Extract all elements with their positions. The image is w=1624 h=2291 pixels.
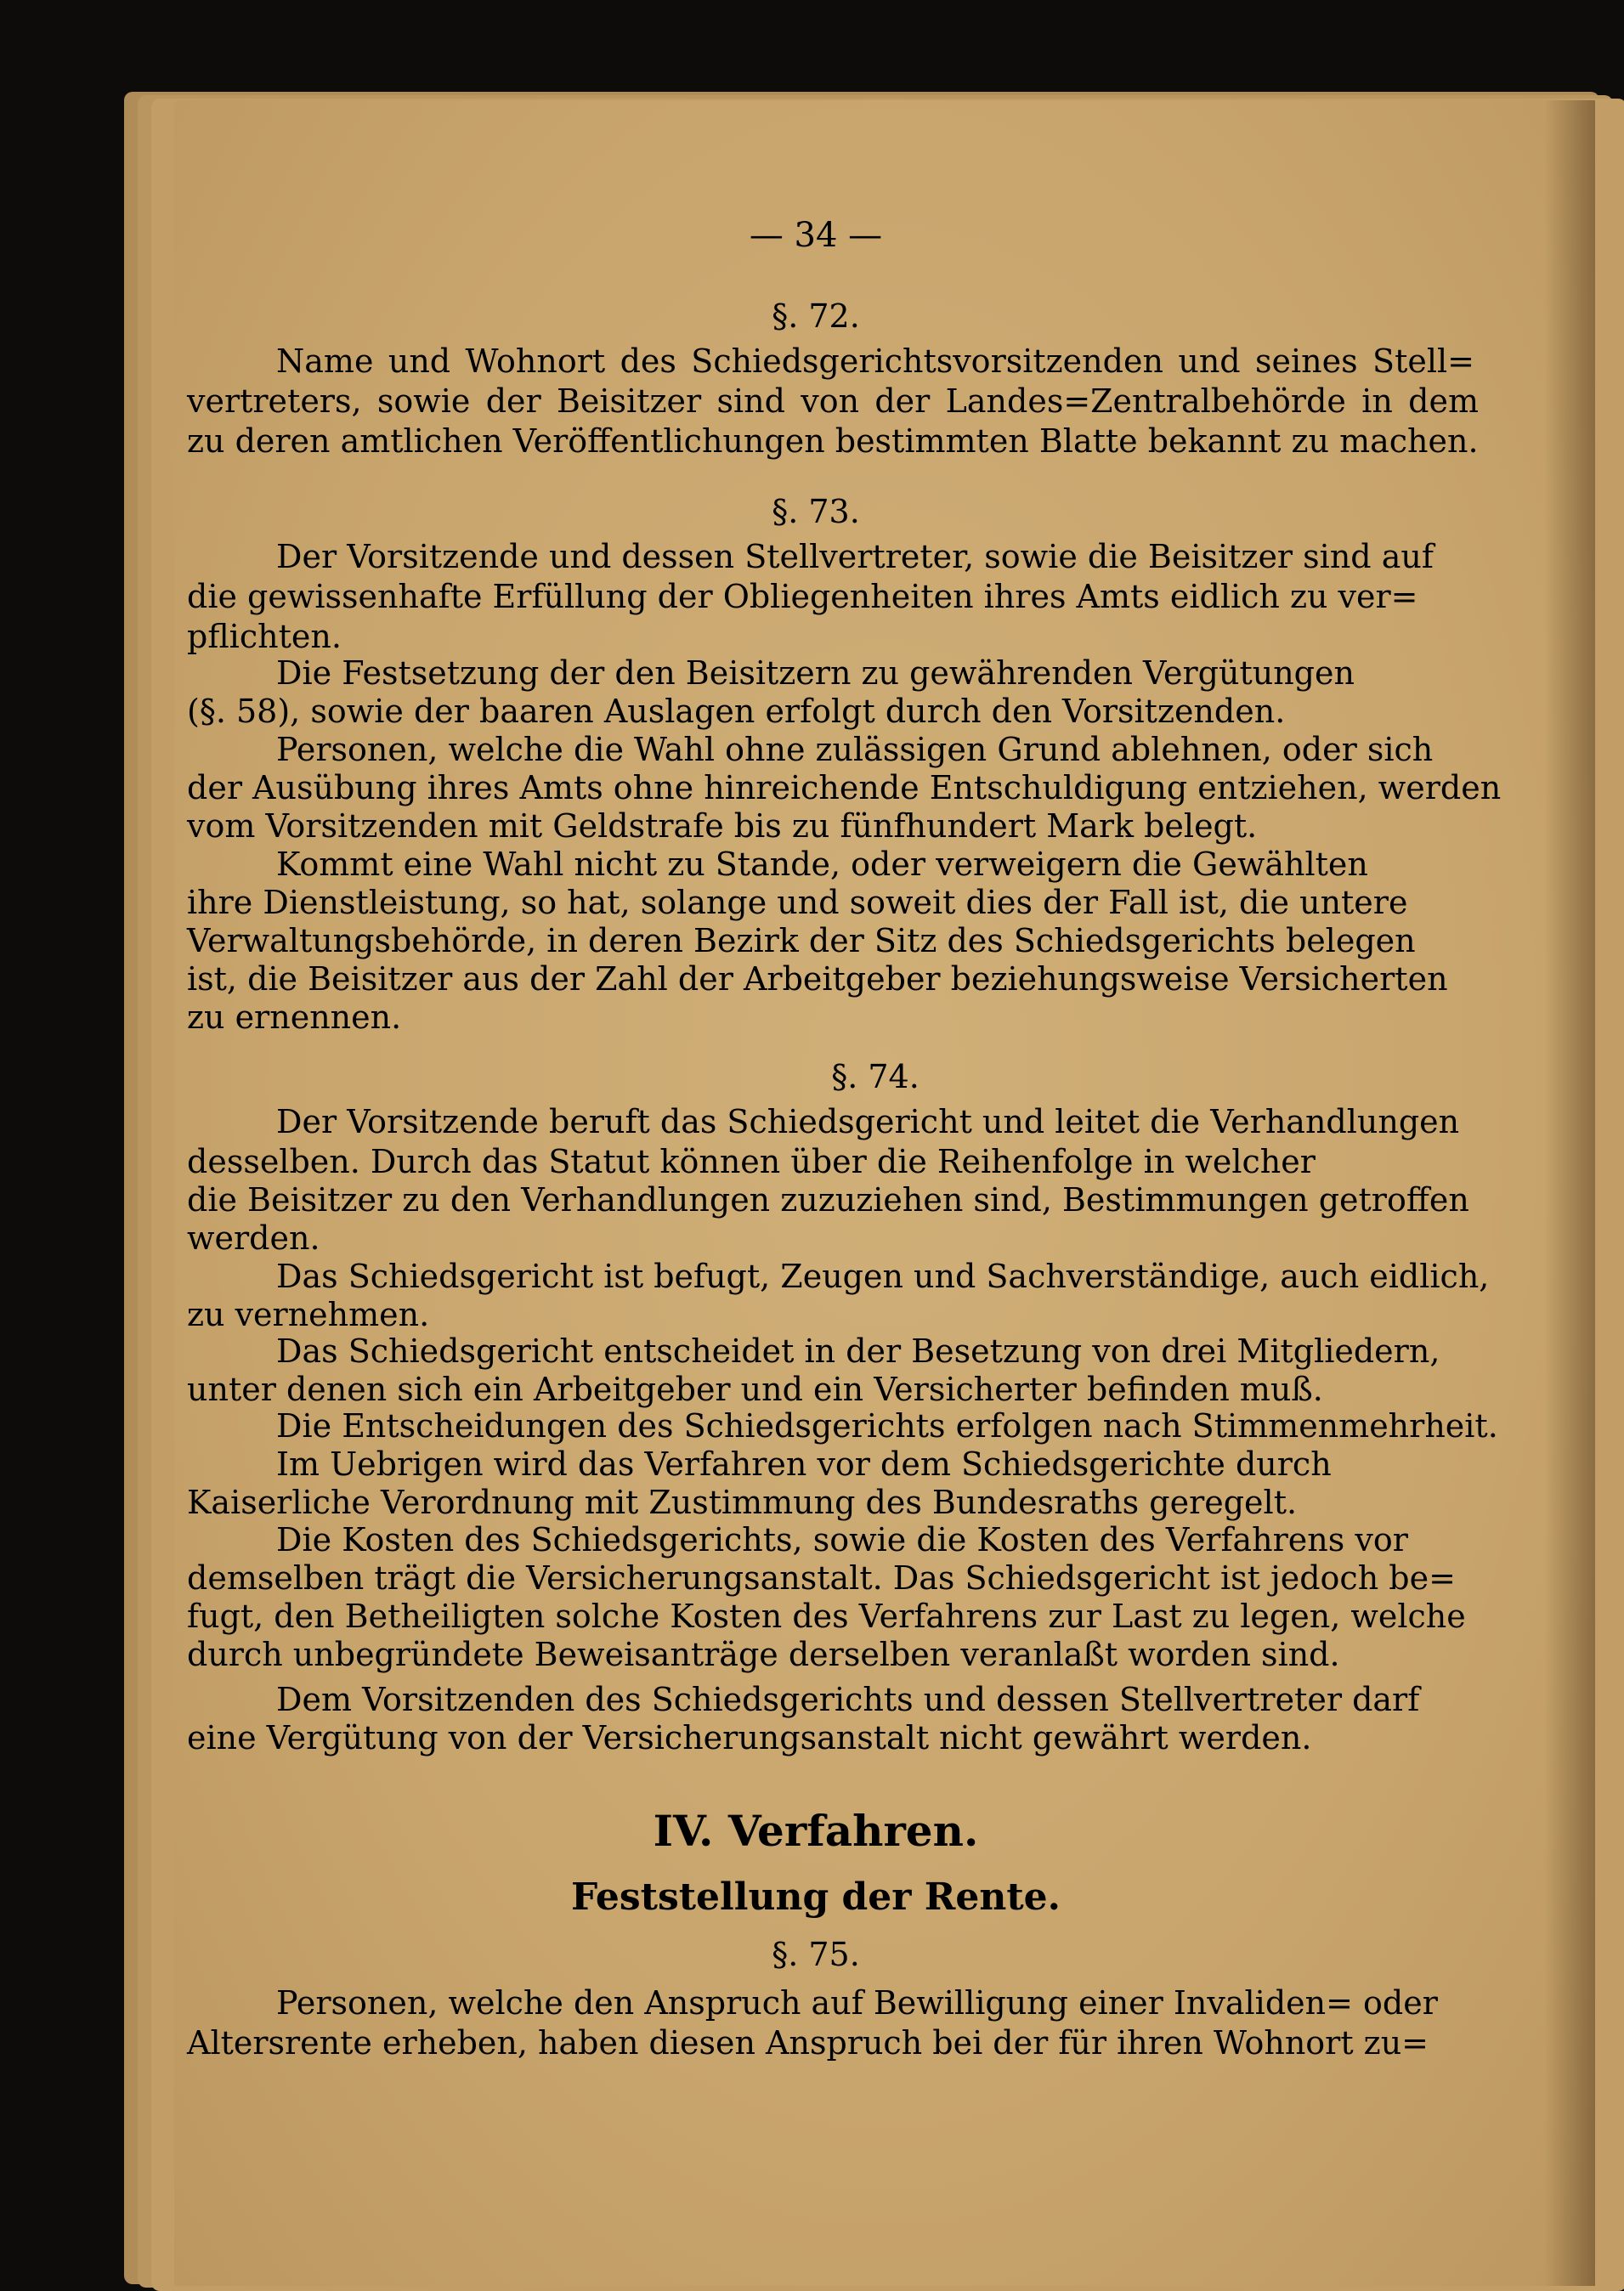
section-74-line: Kaiserliche Verordnung mit Zustimmung des Bundesraths geregelt.: [187, 1484, 1298, 1521]
section-74-line: eine Vergütung von der Versicherungsanstalt nicht gewährt werden.: [187, 1719, 1312, 1756]
section-heading-72: §. 72.: [772, 297, 860, 335]
section-73-line: zu ernennen.: [187, 998, 402, 1036]
section-73-line: (§. 58), sowie der baaren Auslagen erfolgt durch den Vorsitzenden.: [187, 693, 1286, 730]
section-73-line: Personen, welche die Wahl ohne zulässigen Grund ablehnen, oder sich: [276, 731, 1434, 768]
section-75-line: Personen, welche den Anspruch auf Bewilligung einer Invaliden= oder: [276, 1984, 1438, 2022]
section-72-line: zu deren amtlichen Veröffentlichungen bestimmten Blatte bekannt zu machen.: [187, 422, 1479, 460]
section-heading-73: §. 73.: [772, 493, 860, 530]
section-heading-75: §. 75.: [772, 1936, 860, 1973]
section-74-line: fugt, den Betheiligten solche Kosten des Verfahrens zur Last zu legen, welche: [187, 1598, 1466, 1635]
section-74-line: zu vernehmen.: [187, 1296, 430, 1333]
section-73-line: Kommt eine Wahl nicht zu Stande, oder verweigern die Gewählten: [276, 846, 1368, 883]
section-74-line: die Beisitzer zu den Verhandlungen zuzuziehen sind, Bestimmungen getroffen: [187, 1181, 1469, 1219]
section-73-line: der Ausübung ihres Amts ohne hinreichende Entschuldigung entziehen, werden: [187, 769, 1502, 806]
section-72-line: Name und Wohnort des Schiedsgerichtsvorsitzenden und seines Stell=: [276, 342, 1474, 380]
section-72-line: vertreters, sowie der Beisitzer sind von der Landes=Zentralbehörde in dem: [187, 382, 1479, 420]
section-73-line: vom Vorsitzenden mit Geldstrafe bis zu fünfhundert Mark belegt.: [187, 807, 1258, 845]
section-74-line: Dem Vorsitzenden des Schiedsgerichts und dessen Stellvertreter darf: [276, 1681, 1420, 1718]
section-74-line: Das Schiedsgericht entscheidet in der Besetzung von drei Mitgliedern,: [276, 1332, 1440, 1370]
page-gutter-shadow: [1544, 100, 1595, 2286]
section-74-line: desselben. Durch das Statut können über die Reihenfolge in welcher: [187, 1143, 1316, 1180]
section-74-line: werden.: [187, 1219, 320, 1257]
section-74-line: Der Vorsitzende beruft das Schiedsgericht und leitet die Verhandlungen: [276, 1103, 1460, 1140]
section-73-line: ist, die Beisitzer aus der Zahl der Arbeitgeber beziehungsweise Versicherten: [187, 960, 1448, 998]
section-74-line: durch unbegründete Beweisanträge derselben veranlaßt worden sind.: [187, 1636, 1340, 1673]
section-73-line: Der Vorsitzende und dessen Stellvertreter, sowie die Beisitzer sind auf: [276, 538, 1434, 575]
section-73-line: ihre Dienstleistung, so hat, solange und soweit dies der Fall ist, die untere: [187, 884, 1408, 921]
section-75-line: Altersrente erheben, haben diesen Anspruch bei der für ihren Wohnort zu=: [187, 2024, 1429, 2062]
page-number: — 34 —: [749, 216, 883, 255]
section-73-line: pflichten.: [187, 618, 342, 655]
section-74-line: Das Schiedsgericht ist befugt, Zeugen und Sachverständige, auch eidlich,: [276, 1258, 1490, 1295]
chapter-title: IV. Verfahren.: [653, 1806, 979, 1856]
section-74-line: demselben trägt die Versicherungsanstalt. Das Schiedsgericht ist jedoch be=: [187, 1559, 1456, 1597]
section-74-line: Die Entscheidungen des Schiedsgerichts erfolgen nach Stimmenmehrheit.: [276, 1407, 1498, 1445]
section-74-line: unter denen sich ein Arbeitgeber und ein Versicherter befinden muß.: [187, 1371, 1323, 1408]
section-73-line: Die Festsetzung der den Beisitzern zu gewährenden Vergütungen: [276, 654, 1355, 692]
subchapter-title: Feststellung der Rente.: [571, 1875, 1061, 1919]
section-73-line: Verwaltungsbehörde, in deren Bezirk der Sitz des Schiedsgerichts belegen: [187, 922, 1416, 959]
section-73-line: die gewissenhafte Erfüllung der Obliegenheiten ihres Amts eidlich zu ver=: [187, 578, 1418, 615]
section-74-line: Im Uebrigen wird das Verfahren vor dem Schiedsgerichte durch: [276, 1445, 1332, 1483]
section-heading-74: §. 74.: [831, 1058, 920, 1095]
section-74-line: Die Kosten des Schiedsgerichts, sowie die Kosten des Verfahrens vor: [276, 1521, 1408, 1558]
